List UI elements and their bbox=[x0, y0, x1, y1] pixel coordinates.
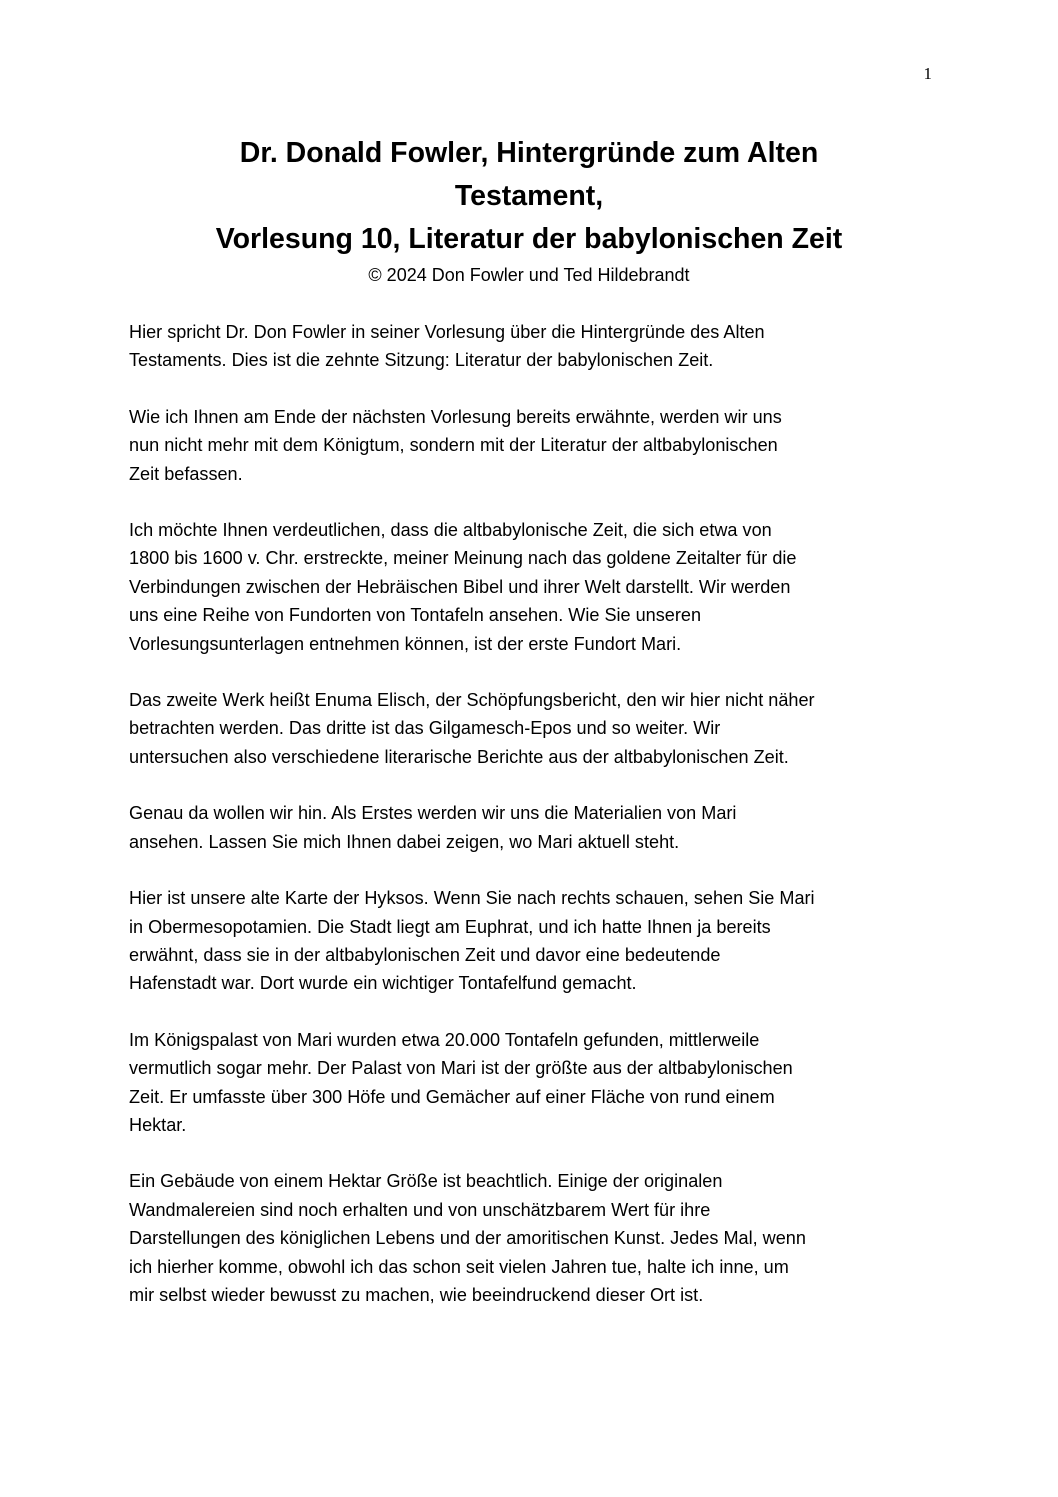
page-number: 1 bbox=[923, 64, 932, 83]
copyright-notice: © 2024 Don Fowler und Ted Hildebrandt bbox=[368, 265, 690, 285]
paragraph-5: Genau da wollen wir hin. Als Erstes werden wir uns die Materialien von Mari ansehen. Lassen Sie mich Ihnen dabei zeigen, wo Mari aktuell steht. bbox=[129, 803, 737, 852]
document-body bbox=[129, 318, 939, 1337]
document-title-line-1: Dr. Donald Fowler, Hintergründe zum Alten bbox=[239, 137, 819, 169]
paragraph-1: Hier spricht Dr. Don Fowler in seiner Vorlesung über die Hintergründe des Alten Testaments. Dies ist die zehnte Sitzung: Literatur der babylonischen Zeit. bbox=[129, 322, 765, 371]
document-title-line-3: Vorlesung 10, Literatur der babylonischen Zeit bbox=[215, 223, 843, 255]
paragraph-3: Ich möchte Ihnen verdeutlichen, dass die altbabylonische Zeit, die sich etwa von 1800 bis 1600 v. Chr. erstreckte, meiner Meinung nach das goldene Zeitalter für die Verbindungen zwischen der Hebräischen Bibel und ihrer Welt darstellt. Wir werden uns eine Reihe von Fundorten von Tontafeln ansehen. Wie Sie unseren Vorlesungsunterlagen entnehmen können, ist der erste Fundort Mari. bbox=[129, 520, 797, 654]
paragraph-4: Das zweite Werk heißt Enuma Elisch, der Schöpfungsbericht, den wir hier nicht näher betrachten werden. Das dritte ist das Gilgamesch-Epos und so weiter. Wir untersuchen also verschiedene literarische Berichte aus der altbabylonischen Zeit. bbox=[129, 690, 815, 767]
paragraph-2: Wie ich Ihnen am Ende der nächsten Vorlesung bereits erwähnte, werden wir uns nun nicht mehr mit dem Königtum, sondern mit der Literatur der altbabylonischen Zeit befassen. bbox=[129, 406, 782, 484]
paragraph-6: Hier ist unsere alte Karte der Hyksos. Wenn Sie nach rechts schauen, sehen Sie Mari in Obermesopotamien. Die Stadt liegt am Euphrat, und ich hatte Ihnen ja bereits erwähnt, dass sie in der altbabylonischen Zeit und davor eine bedeutende Hafenstadt war. Dort wurde ein wichtiger Tontafelfund gemacht. bbox=[129, 888, 815, 994]
paragraph-7: Im Königspalast von Mari wurden etwa 20.000 Tontafeln gefunden, mittlerweile vermutlich sogar mehr. Der Palast von Mari ist der größte aus der altbabylonischen Zeit. Er umfasste über 300 Höfe und Gemächer auf einer Fläche von rund einem Hektar. bbox=[129, 1029, 793, 1135]
document-title-line-2: Testament, bbox=[454, 180, 604, 212]
paragraph-8: Ein Gebäude von einem Hektar Größe ist beachtlich. Einige der originalen Wandmalereien sind noch erhalten und von unschätzbarem Wert für ihre Darstellungen des königlichen Lebens und der amoritischen Kunst. Jedes Mal, wenn ich hierher komme, obwohl ich das schon seit vielen Jahren tue, halte ich inne, um mir selbst wieder bewusst zu machen, wie beeindruckend dieser Ort ist. bbox=[129, 1171, 806, 1305]
document-header bbox=[129, 132, 929, 288]
